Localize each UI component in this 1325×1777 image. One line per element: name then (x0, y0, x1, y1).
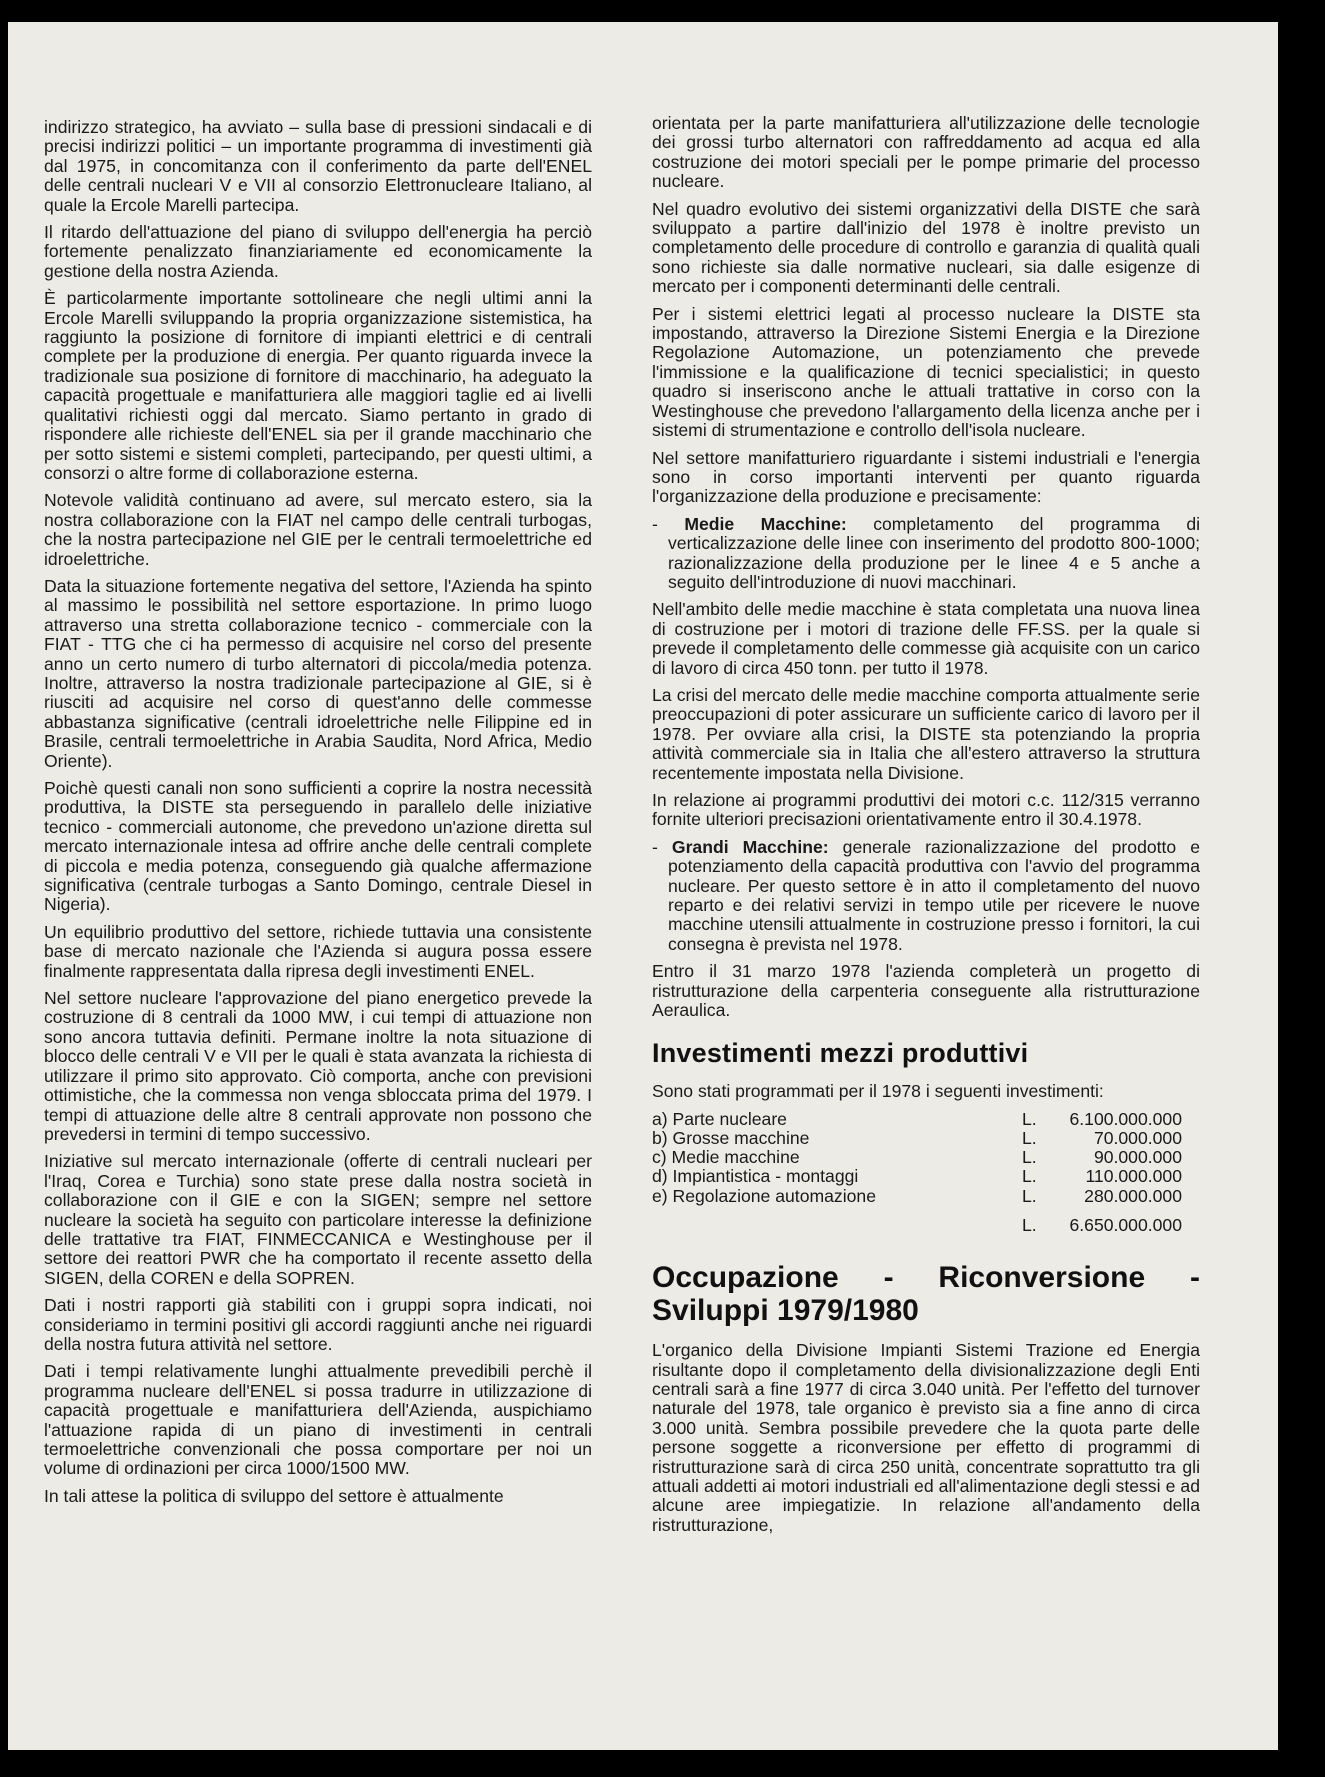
paragraph: In relazione ai programmi produttivi dei motori c.c. 112/315 verranno fornite ulteriori precisazioni orientativamente entro il 30.4.1978. (652, 790, 1200, 830)
paragraph: Un equilibrio produttivo del settore, richiede tuttavia una consistente base di mercato nazionale che l'Azienda si augura possa essere finalmente rappresentata dalla ripresa degli investimenti ENEL. (44, 921, 592, 981)
paragraph: Dati i nostri rapporti già stabiliti con i gruppi sopra indicati, noi consideriamo in termini positivi gli accordi raggiunti anche nei riguardi della nostra futura attività nel settore. (44, 1295, 592, 1354)
paragraph: Entro il 31 marzo 1978 l'azienda completerà un progetto di ristrutturazione della carpenteria conseguente alla ristrutturazione Aeraulica. (652, 961, 1200, 1021)
paragraph: Notevole validità continuano ad avere, sul mercato estero, sia la nostra collaborazione con la FIAT nel campo delle centrali turbogas, che la nostra partecipazione nel GIE per le centrali termoelettriche ed idroelettriche. (44, 490, 592, 569)
total-amount: 6.650.000.000 (1069, 1214, 1182, 1235)
list-dash: - (652, 513, 658, 534)
left-column (44, 118, 592, 1514)
paragraph: Per i sistemi elettrici legati al processo nucleare la DISTE sta impostando, attraverso la Direzione Sistemi Energia e la Direzione Regolazione Automazione, un potenziamento che prevede l'immissione e la qualificazione di tecnici specialistici; in questo quadro si inseriscono anche le attuali trattative in corso con la Westinghouse che prevedono l'allargamento della licenza anche per i sistemi di strumentazione e controllo dell'isola nucleare. (652, 303, 1200, 441)
paragraph: Nel settore nucleare l'approvazione del piano energetico prevede la costruzione di 8 centrali da 1000 MW, i cui tempi di attuazione non sono ancora tuttavia definiti. Permane inoltre la nota situazione di blocco delle centrali V e VII per le quali è stata avanzata la richiesta di utilizzare il primo sito approvato. Ciò comporta, anche con previsioni ottimistiche, che la commessa non venga sbloccata prima del 1979. I tempi di attuazione delle altre 8 centrali approvate non possono che prevedersi in termini di tempo successivo. (44, 988, 592, 1144)
table-row (652, 1167, 1182, 1186)
paragraph: La crisi del mercato delle medie macchine comporta attualmente serie preoccupazioni di poter assicurare un sufficiente carico di lavoro per il 1978. Per ovviare alla crisi, la DISTE sta potenziando la propria attività commerciale sia in Italia che all'estero attraverso la struttura recentemente impostata nella Divisione. (652, 684, 1200, 783)
investment-amount: 90.000.000 (1093, 1147, 1182, 1168)
currency-symbol: L. (1022, 1166, 1037, 1187)
table-row (652, 1187, 1182, 1206)
currency-symbol: L. (1022, 1185, 1037, 1206)
investment-amount: 110.000.000 (1085, 1166, 1182, 1187)
paragraph: Dati i tempi relativamente lunghi attualmente prevedibili perchè il programma nucleare dell'ENEL si possa tradurre in utilizzazione di capacità progettuale e manifatturiera dell'Azienda, auspichiamo l'attuazione rapida di un piano di investimenti in centrali termoelettriche convenzionali che possa comportare per noi un volume di ordinazioni per circa 1000/1500 MW. (44, 1361, 592, 1479)
list-dash: - (652, 836, 658, 857)
paragraph: Iniziative sul mercato internazionale (offerte di centrali nucleari per l'Iraq, Corea e Turchia) sono state prese dalla nostra società in collaborazione con il GIE e con la SIGEN; sempre nel settore nucleare la società ha seguito con particolare interesse la definizione delle trattative tra FIAT, FINMECCANICA e Westinghouse per il settore dei reattori PWR che ha comportato il recente assetto della SIGEN, della COREN e della SOPREN. (44, 1151, 592, 1288)
list-item-medie-macchine (652, 515, 1200, 593)
paragraph: Il ritardo dell'attuazione del piano di sviluppo dell'energia ha perciò fortemente penalizzato finanziariamente ed economicamente la gestione della nostra Azienda. (44, 222, 592, 281)
list-item-grandi-macchine (652, 838, 1200, 954)
investment-amount: 6.100.000.000 (1069, 1108, 1182, 1129)
section-heading-occupazione: Occupazione - Riconversione - Sviluppi 1979/1980 (652, 1261, 1200, 1328)
table-row (652, 1129, 1182, 1148)
investment-label: c) Medie macchine (652, 1147, 800, 1168)
investment-label: e) Regolazione automazione (652, 1185, 876, 1206)
document-page (8, 22, 1278, 1750)
list-item-text: completamento del programma di verticalizzazione delle linee con inserimento del prodotto 800-1000; razionalizzazione della produzione per le linee 4 e 5 anche a seguito dell'introduzione di nuovi macchinari. (668, 513, 1201, 592)
paragraph: Data la situazione fortemente negativa del settore, l'Azienda ha spinto al massimo le possibilità nel settore esportazione. In primo luogo attraverso una stretta collaborazione tecnico - commerciale con la FIAT - TTG che ci ha permesso di acquisire nel corso del presente anno un certo numero di turbo alternatori di piccola/media potenza. Inoltre, attraverso la nostra tradizionale partecipazione al GIE, si è riusciti ad acquisire nel corso di quest'anno delle commesse abbastanza significative (centrali idroelettriche nelle Filippine ed in Brasile, centrali termoelettriche in Arabia Saudita, Nord Africa, Medio Oriente). (44, 575, 592, 771)
paragraph: Nell'ambito delle medie macchine è stata completata una nuova linea di costruzione per i motori di trazione delle FF.SS. per la quale si prevede il completamento delle commesse già acquisite con un carico di lavoro di circa 450 tonn. per tutto il 1978. (652, 599, 1200, 678)
paragraph: In tali attese la politica di sviluppo del settore è attualmente (44, 1485, 504, 1506)
investment-label: d) Impiantistica - montaggi (652, 1166, 859, 1187)
investment-label: a) Parte nucleare (652, 1108, 787, 1129)
investments-intro: Sono stati programmati per il 1978 i seguenti investimenti: (652, 1081, 1104, 1102)
total-row (652, 1206, 1182, 1235)
currency-symbol: L. (1022, 1147, 1037, 1168)
right-column (652, 114, 1200, 1543)
table-row (652, 1148, 1182, 1167)
paragraph: Nel settore manifatturiero riguardante i sistemi industriali e l'energia sono in corso importanti interventi per quanto riguarda l'organizzazione della produzione e precisamente: (652, 447, 1200, 507)
paragraph: orientata per la parte manifatturiera all'utilizzazione delle tecnologie dei grossi turbo alternatori con raffreddamento ad acqua ed alla costruzione dei motori speciali per le pompe primarie del processo nucleare. (652, 113, 1200, 192)
paragraph: Nel quadro evolutivo dei sistemi organizzativi della DISTE che sarà sviluppato a partire dall'inizio del 1978 è inoltre previsto un completamento delle procedure di controllo e garanzia di qualità quali sono richieste sia dalle normative nucleari, sia dalle esigenze di mercato per i componenti determinanti delle centrali. (652, 198, 1200, 297)
currency-symbol: L. (1022, 1214, 1037, 1235)
investment-amount: 70.000.000 (1093, 1128, 1182, 1149)
paragraph: L'organico della Divisione Impianti Sistemi Trazione ed Energia risultante dopo il completamento della divisionalizzazione degli Enti centrali sarà a fine 1977 di circa 3.040 unità. Per l'effetto del turnover naturale del 1978, tale organico è previsto sia a fine anno di circa 3.000 unità. Sembra possibile prevedere che la quota parte delle persone soggette a riconversione per effetto di programmi di ristrutturazione sarà di circa 250 unità, concentrate soprattutto tra gli attuali addetti ai motori industriali ed all'alimentazione degli stessi e ad alcune aree impiegatizie. In relazione all'andamento della ristrutturazione, (652, 1340, 1200, 1535)
paragraph: Poichè questi canali non sono sufficienti a coprire la nostra necessità produttiva, la DISTE sta perseguendo in parallelo delle iniziative tecnico - commerciali autonome, che prevedono un'azione diretta sul mercato internazionale intesa ad offrire anche delle centrali complete di piccola e media potenza, conseguendo già qualche affermazione significativa (centrale turbogas a Santo Domingo, centrale Diesel in Nigeria). (44, 778, 592, 915)
investments-table (652, 1110, 1182, 1235)
currency-symbol: L. (1022, 1108, 1037, 1129)
scan-border (1278, 22, 1325, 1762)
list-item-label: Grandi Macchine: (671, 836, 829, 857)
paragraph: È particolarmente importante sottolineare che negli ultimi anni la Ercole Marelli sviluppando la propria organizzazione sistemistica, ha raggiunto la posizione di fornitore di impianti elettrici e di centrali complete per la produzione di energia. Per quanto riguarda invece la tradizionale sua posizione di fornitore di macchinario, ha adeguato la capacità progettuale e manifatturiera alle maggiori taglie ed ai livelli qualitativi richiesti oggi dal mercato. Siamo pertanto in grado di rispondere alle richieste dell'ENEL sia per il grande macchinario che per sotto sistemi e sistemi completi, partecipando, per questi ultimi, a consorzi o altre forme di collaborazione esterna. (44, 288, 592, 483)
investment-label: b) Grosse macchine (652, 1128, 810, 1149)
investment-amount: 280.000.000 (1084, 1185, 1182, 1206)
paragraph: indirizzo strategico, ha avviato – sulla base di pressioni sindacali e di precisi indirizzi politici – un importante programma di investimenti già dal 1975, in concomitanza con il conferimento da parte dell'ENEL delle centrali nucleari V e VII al consorzio Elettronucleare Italiano, al quale la Ercole Marelli partecipa. (44, 117, 592, 215)
table-row (652, 1110, 1182, 1129)
section-heading-investimenti: Investimenti mezzi produttivi (652, 1038, 1029, 1069)
list-item-text: generale razionalizzazione del prodotto e potenziamento della capacità produttiva con l'avvio del programma nucleare. Per questo settore è in atto il completamento del nuovo reparto e dei relativi servizi in tempo utile per ricevere le nuove macchine utensili attualmente in costruzione presso i fornitori, la cui consegna è prevista nel 1978. (668, 836, 1201, 954)
currency-symbol: L. (1022, 1128, 1037, 1149)
list-item-label: Medie Macchine: (684, 513, 847, 534)
